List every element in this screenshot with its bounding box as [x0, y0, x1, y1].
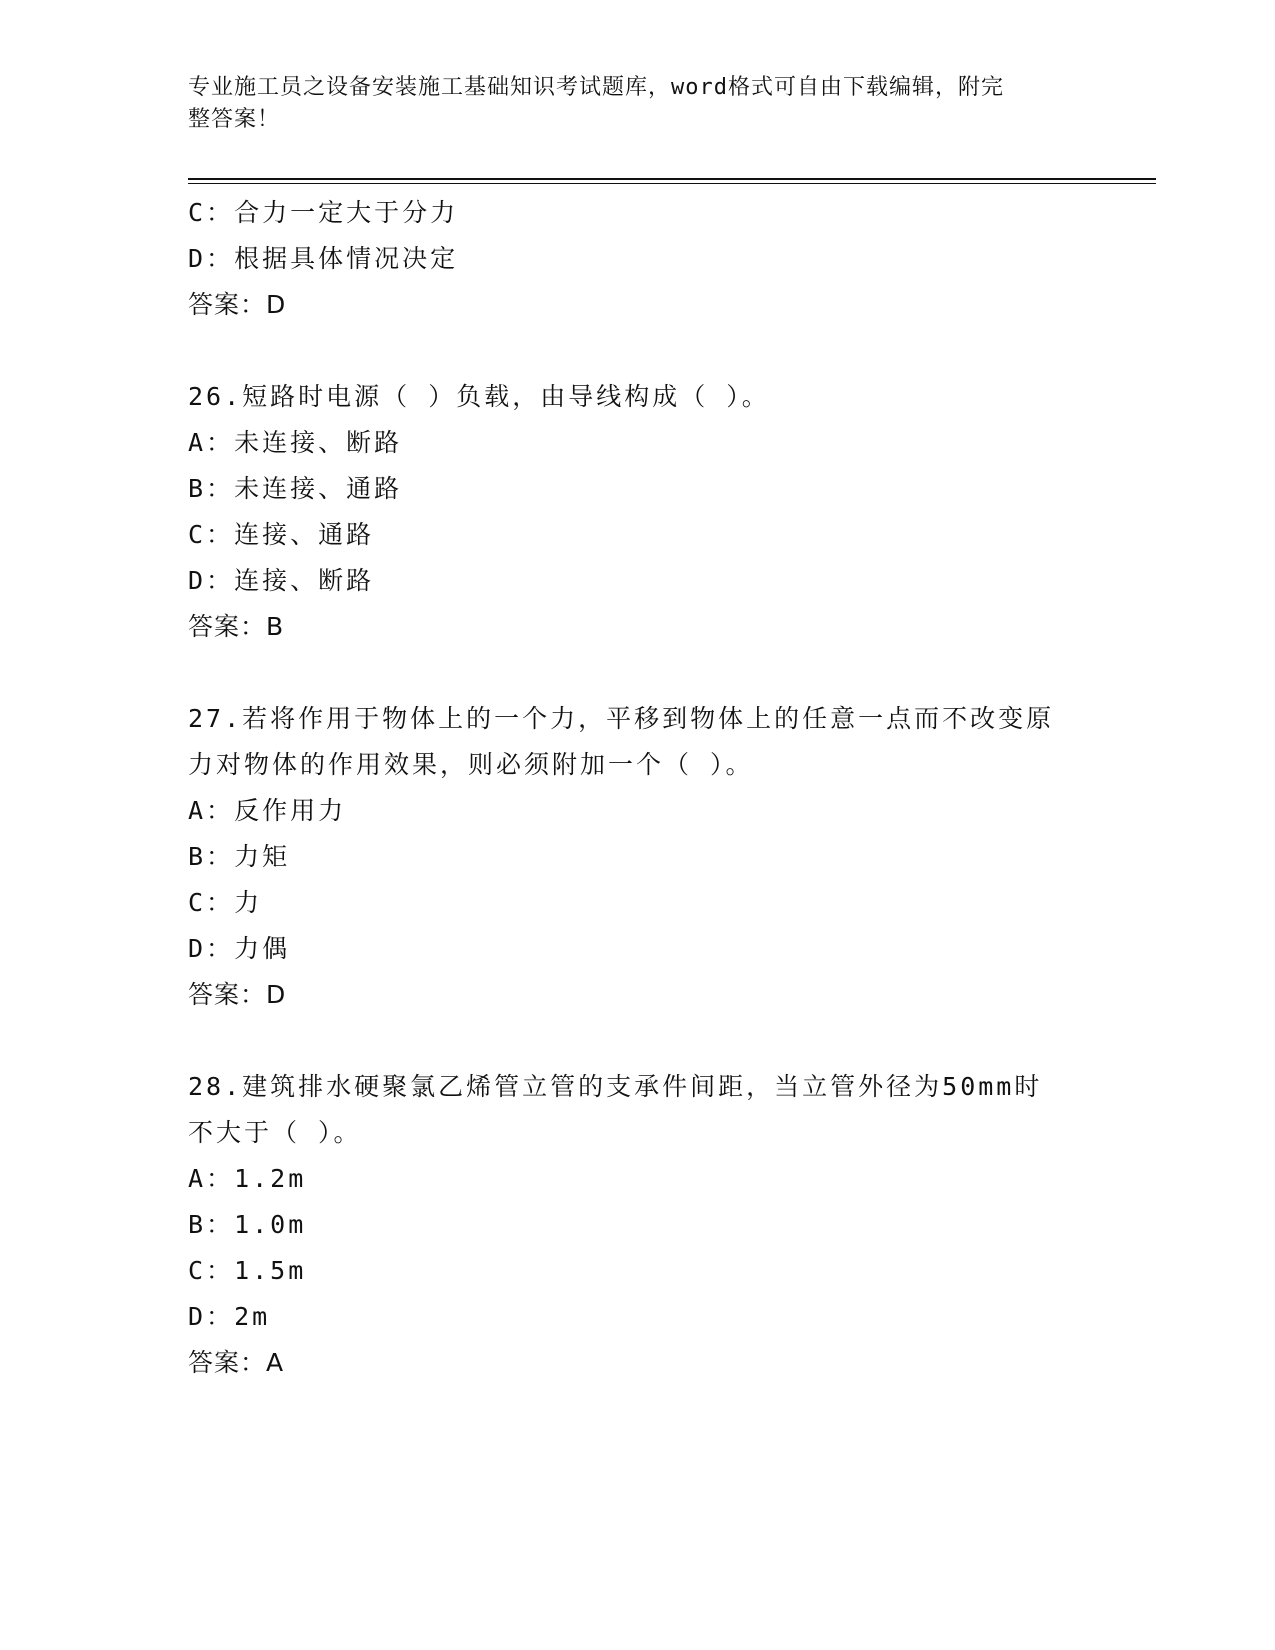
option-a: A：反作用力: [188, 796, 347, 825]
option-a: A：未连接、断路: [188, 428, 403, 457]
answer-line: 答案：D: [188, 290, 287, 319]
spacer: [188, 650, 1088, 696]
option-c: C：力: [188, 888, 263, 917]
question-28: [188, 1064, 1088, 1386]
question-stem: 26.短路时电源（ ）负载，由导线构成（ ）。: [188, 382, 770, 411]
header-line-2: 整答案！: [188, 107, 281, 132]
option-c: C：连接、通路: [188, 520, 375, 549]
header-line-1: 专业施工员之设备安装施工基础知识考试题库，word格式可自由下载编辑，附完: [188, 75, 1004, 100]
option-b: B：1.0m: [188, 1210, 307, 1239]
option-d: D：根据具体情况决定: [188, 244, 459, 273]
document-header: [188, 72, 1068, 136]
answer-line: 答案：D: [188, 980, 287, 1009]
option-d: D：连接、断路: [188, 566, 375, 595]
prev-question-block: [188, 190, 1088, 328]
question-stem-line-2: 不大于（ ）。: [188, 1118, 362, 1147]
answer-line: 答案：B: [188, 612, 285, 641]
option-a: A：1.2m: [188, 1164, 307, 1193]
option-d: D：力偶: [188, 934, 291, 963]
option-c: C：合力一定大于分力: [188, 198, 459, 227]
spacer: [188, 328, 1088, 374]
answer-line: 答案：A: [188, 1348, 285, 1377]
question-stem-line-1: 28.建筑排水硬聚氯乙烯管立管的支承件间距，当立管外径为50mm时: [188, 1072, 1043, 1101]
spacer: [188, 1018, 1088, 1064]
question-list: [188, 190, 1088, 1386]
option-d: D：2m: [188, 1302, 271, 1331]
option-b: B：力矩: [188, 842, 291, 871]
option-b: B：未连接、通路: [188, 474, 403, 503]
option-c: C：1.5m: [188, 1256, 307, 1285]
question-26: [188, 374, 1088, 650]
question-stem-line-1: 27.若将作用于物体上的一个力，平移到物体上的任意一点而不改变原: [188, 704, 1055, 733]
header-divider-thick: [188, 178, 1156, 180]
question-27: [188, 696, 1088, 1018]
header-divider-thin: [188, 183, 1156, 184]
question-stem-line-2: 力对物体的作用效果，则必须附加一个（ ）。: [188, 750, 754, 779]
